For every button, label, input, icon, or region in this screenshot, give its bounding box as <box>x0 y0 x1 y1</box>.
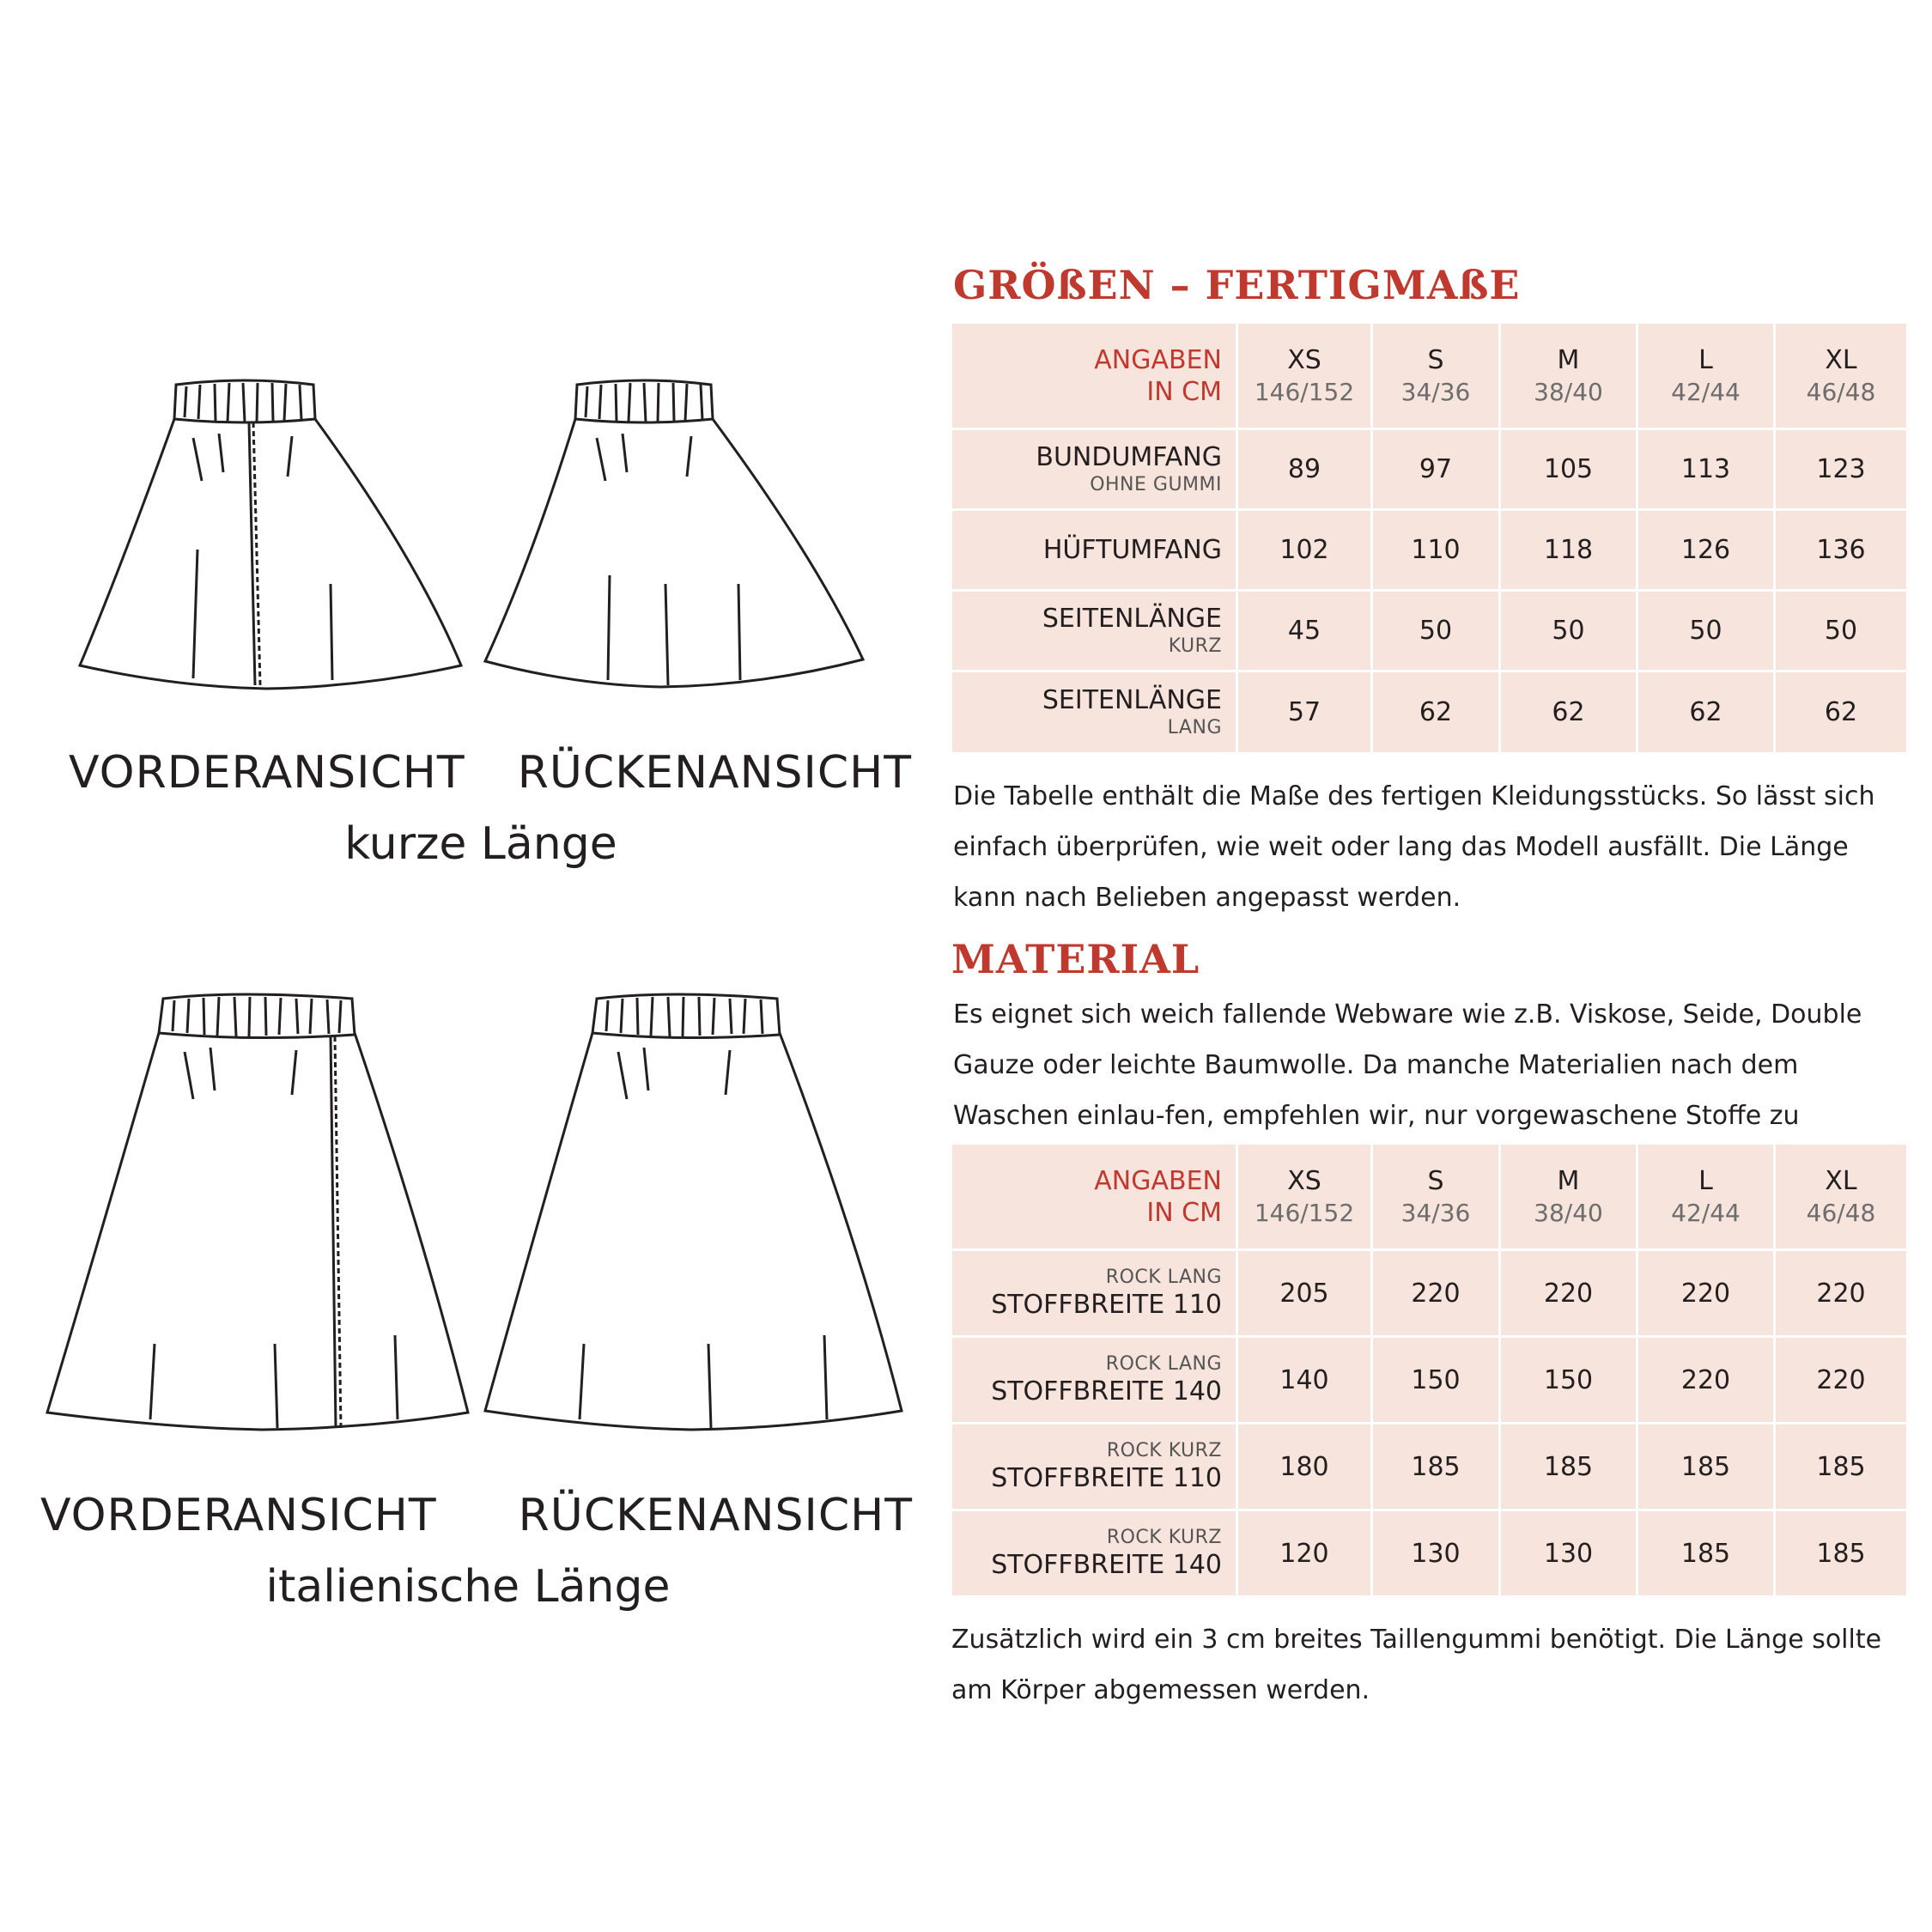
sizes-note: Die Tabelle enthält die Maße des fertigen Kleidungsstücks. So lässt sich einfach überprüfen, wie weit oder lang das Modell ausfällt. Die Länge kann nach Belieben angepasst werden. <box>953 781 1875 913</box>
skirt-short-front-illustration <box>73 369 468 700</box>
size-column-header: M 38/40 <box>1500 1144 1637 1250</box>
table-cell: 97 <box>1372 429 1500 510</box>
table-cell: 220 <box>1372 1250 1500 1337</box>
table-cell: 102 <box>1237 510 1372 591</box>
table-cell: 185 <box>1637 1510 1775 1597</box>
size-column-header: XS 146/152 <box>1237 323 1372 429</box>
material-note: Zusätzlich wird ein 3 cm breites Taillengummi benötigt. Die Länge sollte am Körper abgemessen werden. <box>951 1625 1882 1705</box>
italian-views-caption <box>34 1490 919 1541</box>
table-row <box>951 1337 1908 1424</box>
skirt-italian-front-illustration <box>39 983 485 1438</box>
table-cell: 140 <box>1237 1337 1372 1424</box>
table-cell: 136 <box>1775 510 1908 591</box>
material-intro: Es eignet sich weich fallende Webware wie z.B. Viskose, Seide, Double Gauze oder leichte Baumwolle. Da manche Materialien nach dem Waschen einlau-fen, empfehlen wir, nur vorgewaschene Stoffe zu <box>953 999 1862 1131</box>
sizes-header-label: ANGABEN IN CM <box>951 323 1237 429</box>
size-column-header: XS 146/152 <box>1237 1144 1372 1250</box>
table-cell: 220 <box>1637 1337 1775 1424</box>
short-front-label: VORDERANSICHT <box>69 747 465 799</box>
short-length-label: kurze Länge <box>344 818 617 870</box>
table-cell: 205 <box>1237 1250 1372 1337</box>
material-table <box>950 1142 1909 1598</box>
italian-back-label: RÜCKENANSICHT <box>518 1490 914 1541</box>
table-cell: 126 <box>1637 510 1775 591</box>
table-cell: 123 <box>1775 429 1908 510</box>
table-row <box>951 429 1908 510</box>
row-label: BUNDUMFANG OHNE GUMMI <box>951 429 1237 510</box>
short-views-caption <box>69 747 913 799</box>
table-cell: 185 <box>1372 1424 1500 1510</box>
table-cell: 220 <box>1500 1250 1637 1337</box>
table-cell: 185 <box>1775 1510 1908 1597</box>
short-back-label: RÜCKENANSICHT <box>517 747 913 799</box>
size-column-header: XL 46/48 <box>1775 323 1908 429</box>
size-column-header: XL 46/48 <box>1775 1144 1908 1250</box>
table-cell: 62 <box>1637 671 1775 754</box>
table-cell: 185 <box>1637 1424 1775 1510</box>
sizes-header-row <box>951 323 1908 429</box>
row-label: SEITENLÄNGE LANG <box>951 671 1237 754</box>
table-cell: 50 <box>1372 591 1500 671</box>
table-cell: 110 <box>1372 510 1500 591</box>
table-row <box>951 591 1908 671</box>
table-cell: 220 <box>1775 1337 1908 1424</box>
table-row <box>951 510 1908 591</box>
table-row <box>951 1424 1908 1510</box>
sizes-heading: GRÖßEN – FERTIGMAßE <box>953 262 1521 308</box>
material-header-row <box>951 1144 1908 1250</box>
table-cell: 180 <box>1237 1424 1372 1510</box>
table-cell: 89 <box>1237 429 1372 510</box>
table-cell: 185 <box>1775 1424 1908 1510</box>
size-column-header: S 34/36 <box>1372 1144 1500 1250</box>
row-label: HÜFTUMFANG <box>951 510 1237 591</box>
table-cell: 45 <box>1237 591 1372 671</box>
table-cell: 50 <box>1775 591 1908 671</box>
italian-length-label: italienische Länge <box>265 1561 671 1613</box>
row-label: ROCK KURZ STOFFBREITE 110 <box>951 1424 1237 1510</box>
table-cell: 62 <box>1372 671 1500 754</box>
table-cell: 185 <box>1500 1424 1637 1510</box>
table-row <box>951 671 1908 754</box>
sizes-table <box>950 321 1909 755</box>
table-cell: 62 <box>1775 671 1908 754</box>
table-row <box>951 1250 1908 1337</box>
italian-front-label: VORDERANSICHT <box>39 1490 437 1541</box>
size-column-header: S 34/36 <box>1372 323 1500 429</box>
size-column-header: L 42/44 <box>1637 1144 1775 1250</box>
material-header-label: ANGABEN IN CM <box>951 1144 1237 1250</box>
table-cell: 220 <box>1775 1250 1908 1337</box>
size-column-header: L 42/44 <box>1637 323 1775 429</box>
skirt-short-back-illustration <box>481 369 876 700</box>
table-cell: 50 <box>1500 591 1637 671</box>
size-column-header: M 38/40 <box>1500 323 1637 429</box>
table-cell: 150 <box>1372 1337 1500 1424</box>
table-cell: 50 <box>1637 591 1775 671</box>
row-label: SEITENLÄNGE KURZ <box>951 591 1237 671</box>
table-cell: 220 <box>1637 1250 1775 1337</box>
table-cell: 120 <box>1237 1510 1372 1597</box>
table-cell: 62 <box>1500 671 1637 754</box>
table-cell: 130 <box>1500 1510 1637 1597</box>
table-cell: 150 <box>1500 1337 1637 1424</box>
row-label: ROCK KURZ STOFFBREITE 140 <box>951 1510 1237 1597</box>
table-cell: 113 <box>1637 429 1775 510</box>
row-label: ROCK LANG STOFFBREITE 140 <box>951 1337 1237 1424</box>
table-row <box>951 1510 1908 1597</box>
skirt-italian-back-illustration <box>481 983 910 1438</box>
table-cell: 130 <box>1372 1510 1500 1597</box>
table-cell: 105 <box>1500 429 1637 510</box>
material-heading: MATERIAL <box>951 936 1200 982</box>
table-cell: 57 <box>1237 671 1372 754</box>
table-cell: 118 <box>1500 510 1637 591</box>
row-label: ROCK LANG STOFFBREITE 110 <box>951 1250 1237 1337</box>
